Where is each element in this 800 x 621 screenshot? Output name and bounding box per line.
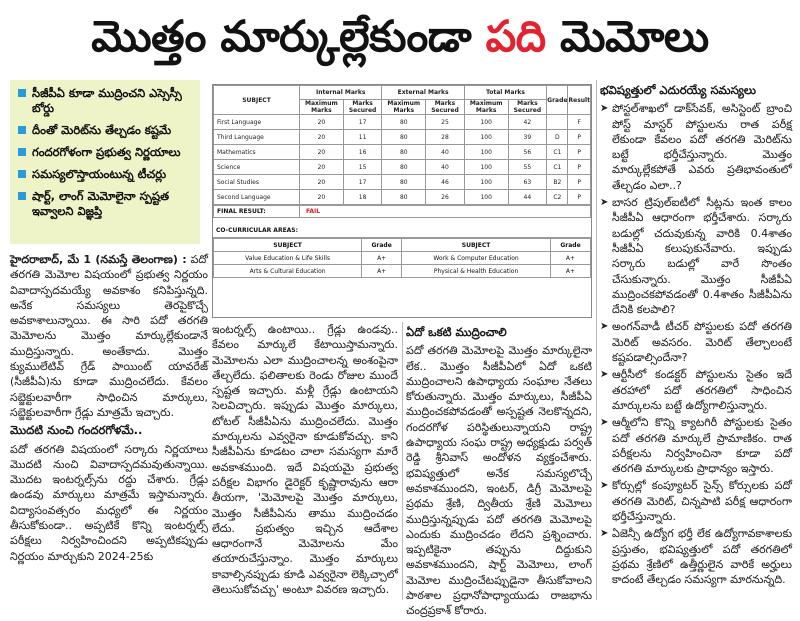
headline-highlight: పది <box>485 12 546 62</box>
arrow-bullet-icon: ➤ <box>600 480 609 492</box>
list-item: ➤ పోస్టల్‌శాఖలో డాక్‌సేవక్, అసిస్టెంట్ బ్రాంచి పోస్ట్ మాస్టర్ పోస్టులను రాత పరీక్ష లేకుండా కేవలం పదో తరగతి మెరిట్‌ను బట్టే భర్తీచేస్తున్నారు. మొత్తం మార్కుల్లేకపోతే ఎవరు ప్రతిభావంతులో తేల్చడం ఎలా..? <box>600 102 792 192</box>
memo-image <box>212 84 592 318</box>
table-row: Arts & Cultural Education A+ Physical & Health Education A+ <box>214 265 591 278</box>
col-subject: SUBJECT <box>214 86 300 115</box>
highlight-item: సీజీపీఏ కూడా ముద్రించని ఎస్సెస్సీ బోర్డు <box>18 86 194 116</box>
article-column-3 <box>406 322 592 621</box>
list-item: ➤ ఆర్టీసీలో కండక్టర్ పోస్టులను సైతం ఇదే తరహాలో పదో తరగతిలో సాధించిన మార్కులను బట్టే ఉద్యోగాలిస్తున్నారు. <box>600 368 792 412</box>
table-row: Social Studies 20 17 80 46 100 63 B2 P <box>214 175 591 190</box>
highlights-box <box>10 80 200 244</box>
final-result-row <box>213 205 591 218</box>
bullet-square-icon <box>18 89 26 97</box>
table-row: First Language 20 17 80 25 100 42 F <box>214 115 591 130</box>
article-column-1 <box>10 252 208 566</box>
highlight-item: దీంతో మెరిట్‌ను తేల్చడం కష్టమే <box>18 123 194 138</box>
list-item: ➤ బాసర ట్రిపుల్‌ఐటీలో సీట్లను ఇంత కాలం సీజీపీఏ ఆధారంగా భర్తీచేశారు. సర్కారు బడుల్లో చదువుకున్న వారికి 0.4శాతం సీజీపీఏ కలుపుకునేవారు. ఇప్పుడు సర్కారు బడుల్లో వారే సొంతం చేసుకున్నారు. మొత్తం సీజీపీఏ ముద్రించకపోవడంతో 0.4శాతం సీజీపీఏను దేనికి కలపాలి? <box>600 196 792 317</box>
arrow-bullet-icon: ➤ <box>600 197 609 209</box>
marks-table: SUBJECT Internal Marks External Marks Total Marks Grade Result Maximum Marks Marks Secured Maximum Marks Marks Secured Maximum Marks Marks Secured First Language 20 17 80 25 100 42 F Third Language 20 11 80 28 100 39 D P Mathematics 20 16 80 40 100 56 C1 P Science 20 15 80 40 100 55 C1 P Social Studies 20 17 80 46 100 63 B2 P Second Language 20 18 80 26 100 44 C2 P <box>213 85 591 205</box>
arrow-bullet-icon: ➤ <box>600 417 609 429</box>
table-row: Mathematics 20 16 80 40 100 56 C1 P <box>214 145 591 160</box>
subheading: మొదటి నుంచి గందరగోళమే.. <box>10 423 143 438</box>
co-curricular-title: CO-CURRICULAR AREAS: <box>213 224 591 238</box>
column-divider <box>596 80 597 600</box>
headline <box>0 0 800 74</box>
table-row: Third Language 20 11 80 28 100 39 D P <box>214 130 591 145</box>
col-total: Total Marks <box>464 86 546 100</box>
arrow-bullet-icon: ➤ <box>600 103 609 115</box>
list-item: ➤ ఏజెన్సీ ఉద్యోగ భర్తీ లేక ఉద్యోగావకాశాలకు ప్రస్తుతం, భవిష్యత్తులో పదో తరగతిలో ప్రథమ శ్రేణిలో ఉత్తీర్ణులైన వారికే అర్హులు కాదంటే తేల్చడం సమస్యగా మారనున్నది. <box>600 527 792 587</box>
subheading: ఏదో ఒకటి ముద్రించాలి <box>406 325 507 339</box>
paragraph: ఇంటర్నల్స్ ఉంటాయి.. గ్రేడ్లు ఉండవు.. కేవలం మార్కులే కేటాయిస్తామన్నారు. మెమోలను ఎలా ముద్రించాలన్న అంశంపైనా తేల్చలేదు. ఫలితాలకు రెండు రోజుల ముందే స్పష్టత ఇచ్చారు. మళ్లీ గ్రేడ్లు ఉంటాయని సెలవిచ్చారు. ఇప్పుడు మొత్తం మార్కులు, టోటల్ సీజీపీఏను ముద్రించలేదు. మొత్తం మార్కులను ఎవ్వరైనా కూడుకోవచ్చు. కాని సీజీపీఏను కూడటం చాలా సమస్యగా మారే అవకాశముంది. ఇదే విషయమై ప్రభుత్వ పరీక్షల విభాగం డైరెక్టర్ కృష్ణారావును ఆరా తీయగా, 'మెమోలపై మొత్తం మార్కులు, మొత్తం సీజీపీఏను తాము ముద్రించడం లేదు. ప్రభుత్వం ఇచ్చిన ఆదేశాల ఆధారంగానే మెమోలను మేం తయారుచేస్తున్నాం. మొత్తం మార్కులు కావాల్సినప్పుడు కూడి ఎవ్వరైనా లెక్కిచ్చాలో తెలుసుకోవచ్చు' అంటూ వివరణ ఇచ్చారు. <box>212 323 398 597</box>
table-row: Value Education & Life Skills A+ Work & Computer Education A+ <box>214 252 591 265</box>
bullet-square-icon <box>18 170 26 178</box>
list-item: ➤ కోర్సుల్లో కంప్యూటర్ సైన్స్ కోర్సులకు పదో తరగతి మెరిట్, చిన్నపాటి పరీక్ష ఆధారంగా భర్తీచేస్తున్నారు. <box>600 479 792 524</box>
subheading: భవిష్యత్తులో ఎదురయ్యే సమస్యలు <box>600 83 757 97</box>
final-result-value: FAIL <box>300 206 591 218</box>
highlight-item: షార్ట్, లాంగ్ మెమోలైనా స్పష్టత ఇవ్వాలని విజ్ఞప్తి <box>18 189 194 219</box>
col-result: Result <box>568 86 591 115</box>
col-external: External Marks <box>382 86 464 100</box>
paragraph: పదో తరగతి విషయంలో సర్కారు నిర్ణయాలు మొదటి నుంచి వివాదాస్పదమవుతున్నాయి. మొదట ఇంటర్నల్స్‌ను రద్దు చేశారు. గ్రేడ్లు ఉండవు మార్కులు మాత్రమే ఇస్తామన్నారు. విద్యాసంవత్సరం మధ్యలో ఈ నిర్ణయం తీసుకోకుండా.. అప్పటికే కొన్ని ఇంటర్నల్స్ పరీక్షలు నిర్వహించిందని అప్పటికప్పుడు నిర్ణయం మార్చుకుని 2024-25కు <box>10 442 208 563</box>
paragraph: పదో తరగతి మెమోల విషయంలో ప్రభుత్వ నిర్ణయం వివాదాస్పదమయ్యే అవకాశం కనిపిస్తున్నది. అనేక సమస్యలు తెరపైకొచ్చే అవకాశాలున్నాయి. ఈ సారి పదో తరగతి మెమోలను మొత్తం మార్కుల్లేకుండానే ముద్రిస్తున్నారు. అంతేకాదు. మొత్తం క్యుములేటివ్ గ్రేడ్ పాయింట్ యావరేజ్ (సీజీపీఏ)ను కూడా ముద్రించలేదు. కేవలం సబ్జెక్టులవారీగా సాధించిన మార్కులు, సబ్జెక్టులవారీగా గ్రేడ్లు మాత్రమే ఇచ్చారు. <box>10 253 208 419</box>
list-item: ➤ ఆర్మీలోని కొన్ని క్యాటగిరీ పోస్టులకు సైతం పదో తరగతి మార్కులే ప్రామాణికం. రాత పరీక్షలను నిర్వహించినా కూడా పదో తరగతి మార్కులకు ప్రాధాన్యం ఇస్తారు. <box>600 416 792 476</box>
bullet-square-icon <box>18 148 26 156</box>
bullet-square-icon <box>18 192 26 200</box>
article-column-4 <box>600 80 792 590</box>
highlight-item: సమస్యలొస్తాయంటున్న టీచర్లు <box>18 167 194 182</box>
column-divider <box>402 322 403 600</box>
headline-part-1: మొత్తం మార్కుల్లేకుండా <box>91 12 486 62</box>
table-row: Science 20 15 80 40 100 55 C1 P <box>214 160 591 175</box>
headline-part-2: మెమోలు <box>545 12 709 62</box>
arrow-bullet-icon: ➤ <box>600 369 609 381</box>
bullet-square-icon <box>18 126 26 134</box>
list-item: ➤ అంగన్‌వాడీ టీచర్ పోస్టులకు పదో తరగతి మెరిట్ అవసరం. మెరిట్ తేల్చాలంటే కష్టపడాల్సిందేనా? <box>600 320 792 365</box>
col-grade: Grade <box>547 86 568 115</box>
final-result-label: FINAL RESULT: <box>214 206 300 218</box>
arrow-bullet-icon: ➤ <box>600 528 609 540</box>
paragraph: పదో తరగతి మెమోలపై మొత్తం మార్కులైనా లేక.. మొత్తం సీజీపీఏలో ఏదో ఒకటి ముద్రించాలని ఉపాధ్యాయ సంఘాల నేతలు కోరుతున్నారు. మొత్తం మార్కులు, సీజీపీఏ ముద్రించకపోవడంతో అస్పష్టత నెలకొన్నదని, గందరగోళ పరిస్థితులున్నాయని రాష్ట్ర ఉపాధ్యాయ సంఘ రాష్ట్ర అధ్యక్షుడు పర్వత్ రెడ్డి శ్రీనివాస్ అందోళన వ్యక్తంచేశారు. భవిష్యత్తులో అనేక సమస్యలొచ్చే అవకాశముందని, ఇంటర్, డిగ్రీ మెమోలపై ప్రథమ శ్రేణి, ద్వితీయ శ్రేణి మెమోలు ముద్రిస్తున్నప్పుడు పదో తరగతి మెమోలపై ఎందుకు ముద్రించడం లేదని ప్రశ్నించారు. ఇప్పటికైనా తప్పును దిద్దుకుని అవకాశముందని, షార్ట్ మెమోలు, లాంగ్ మెమోల ముద్రించేటప్పుడైనా తీసుకోవాలని పాఠశాల ప్రధానోపాధ్యాయుడు రాజభాను చంద్రప్రకాశ్ కోరారు. <box>406 344 592 618</box>
article-column-2 <box>212 322 398 599</box>
arrow-bullet-icon: ➤ <box>600 321 609 333</box>
highlight-item: గందరగోళంగా ప్రభుత్వ నిర్ణయాలు <box>18 145 194 160</box>
col-internal: Internal Marks <box>300 86 382 100</box>
table-row: Second Language 20 18 80 26 100 44 C2 P <box>214 190 591 205</box>
co-curricular-table: SUBJECT Grade SUBJECT Grade Value Education & Life Skills A+ Work & Computer Education A+ Arts & Cultural Education A+ Physical & Health Education A+ <box>213 238 591 278</box>
dateline: హైదరాబాద్, మే 1 (నమస్తే తెలంగాణ) : <box>10 253 187 266</box>
